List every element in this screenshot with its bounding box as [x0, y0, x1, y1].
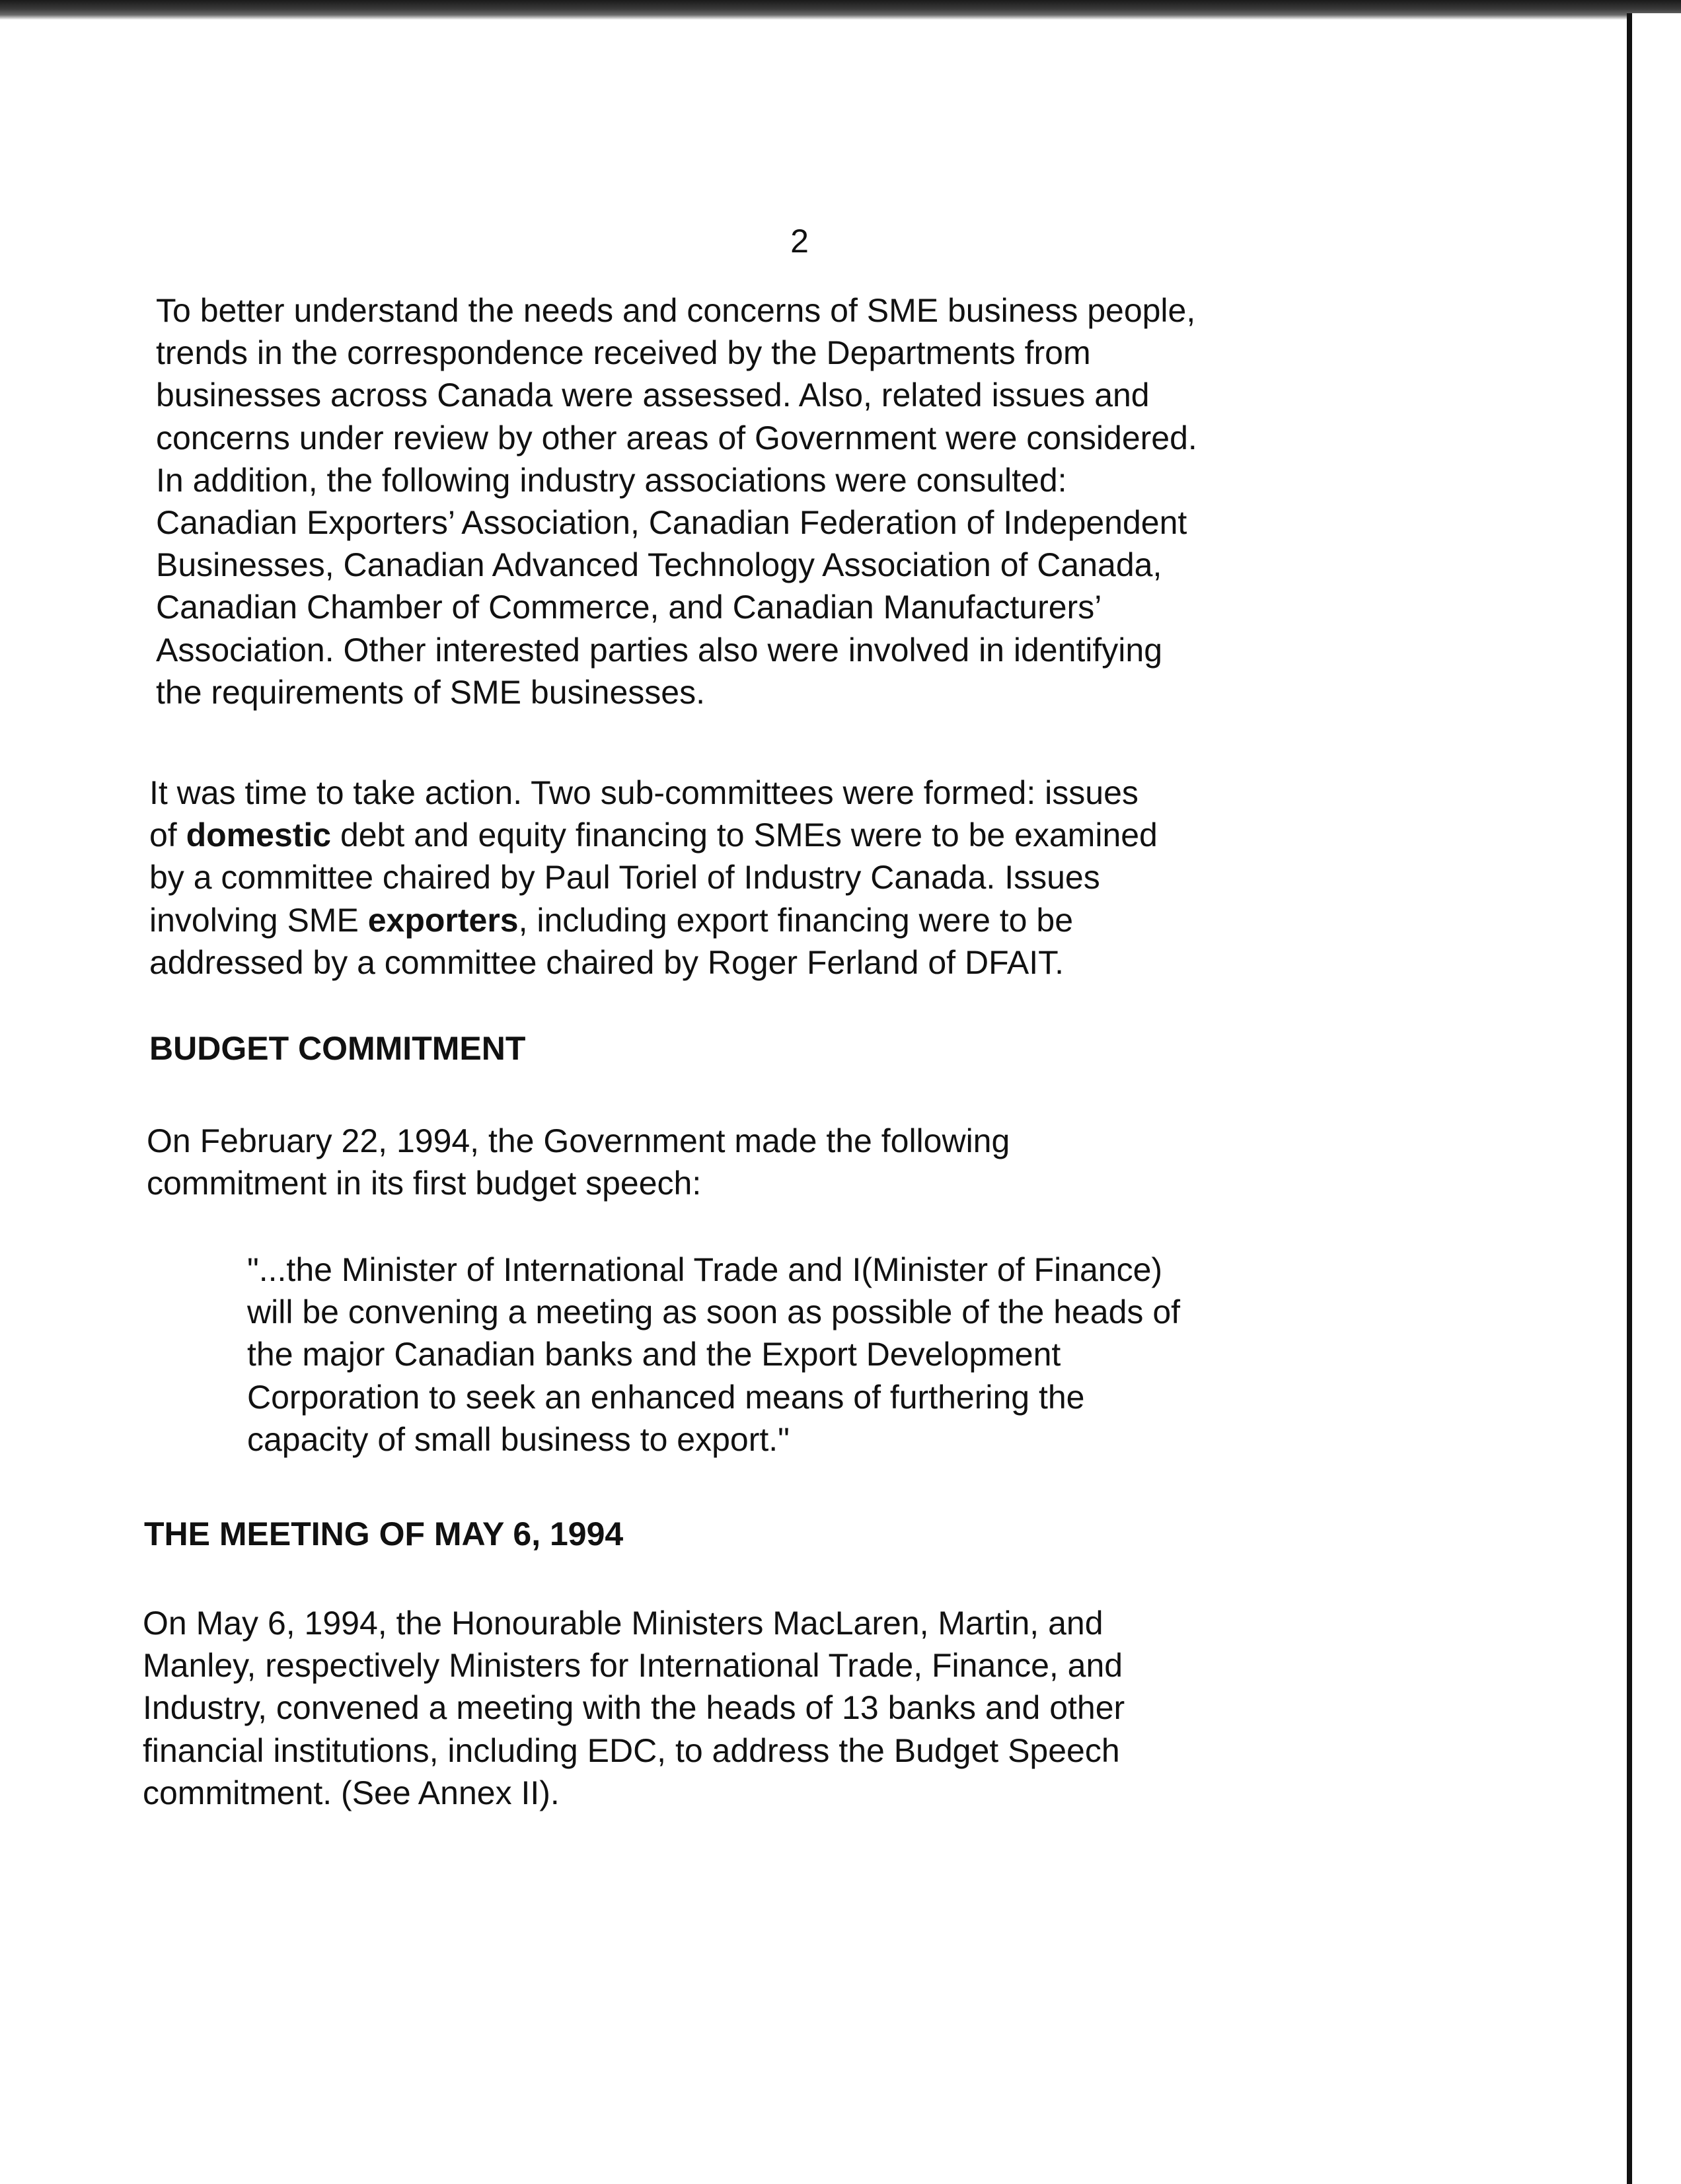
intro-line: businesses across Canada were assessed. Also, related issues and — [156, 377, 1150, 414]
intro-line: In addition, the following industry associations were consulted: — [156, 461, 1067, 499]
intro-line: concerns under review by other areas of Government were considered. — [156, 419, 1197, 456]
budget-commitment-heading: BUDGET COMMITMENT — [149, 1030, 526, 1067]
action-text: debt and equity financing to SMEs were to be examined — [331, 817, 1158, 854]
emphasis-domestic: domestic — [186, 817, 332, 854]
action-line — [149, 899, 1158, 941]
intro-line: trends in the correspondence received by the Departments from — [156, 334, 1091, 372]
intro-line: Canadian Exporters’ Association, Canadian Federation of Independent — [156, 504, 1187, 542]
page-number: 2 — [790, 223, 809, 260]
action-text: of — [149, 817, 186, 854]
scan-right-border — [1627, 13, 1632, 2184]
meeting-line: commitment. (See Annex II). — [143, 1774, 560, 1811]
intro-line: Association. Other interested parties also were involved in identifying — [156, 631, 1163, 669]
quote-line: the major Canadian banks and the Export Development — [247, 1336, 1061, 1373]
intro-line: Businesses, Canadian Advanced Technology Association of Canada, — [156, 546, 1162, 584]
action-text: , including export financing were to be — [518, 901, 1073, 939]
meeting-line: Manley, respectively Ministers for International Trade, Finance, and — [143, 1647, 1123, 1685]
action-text: involving SME — [149, 901, 368, 939]
emphasis-exporters: exporters — [367, 901, 519, 939]
intro-line: the requirements of SME businesses. — [156, 673, 705, 711]
intro-line: To better understand the needs and concerns of SME business people, — [156, 292, 1196, 329]
intro-line: Canadian Chamber of Commerce, and Canadian Manufacturers’ — [156, 589, 1102, 626]
action-line: by a committee chaired by Paul Toriel of Industry Canada. Issues — [149, 859, 1100, 896]
scan-top-edge — [0, 0, 1681, 20]
scan-right-margin — [1632, 13, 1681, 2184]
budget-line: On February 22, 1994, the Government made the following — [147, 1122, 1010, 1159]
action-line — [149, 814, 1158, 856]
meeting-paragraph — [143, 1602, 1125, 1814]
action-line: addressed by a committee chaired by Roger Ferland of DFAIT. — [149, 943, 1064, 981]
quote-line: will be convening a meeting as soon as possible of the heads of — [247, 1293, 1181, 1331]
action-paragraph — [149, 772, 1158, 984]
budget-paragraph — [147, 1120, 1010, 1204]
meeting-line: On May 6, 1994, the Honourable Ministers MacLaren, Martin, and — [143, 1605, 1103, 1642]
quote-line: capacity of small business to export." — [247, 1420, 790, 1458]
meeting-line: financial institutions, including EDC, to address the Budget Speech — [143, 1731, 1120, 1769]
meeting-heading: THE MEETING OF MAY 6, 1994 — [144, 1515, 624, 1552]
meeting-line: Industry, convened a meeting with the heads of 13 banks and other — [143, 1689, 1125, 1727]
budget-quote — [247, 1249, 1180, 1461]
action-line: It was time to take action. Two sub-committees were formed: issues — [149, 774, 1139, 811]
quote-line: Corporation to seek an enhanced means of furthering the — [247, 1378, 1085, 1416]
intro-paragraph — [156, 289, 1197, 713]
budget-line: commitment in its first budget speech: — [147, 1165, 702, 1202]
quote-line: "...the Minister of International Trade and I(Minister of Finance) — [247, 1251, 1163, 1288]
